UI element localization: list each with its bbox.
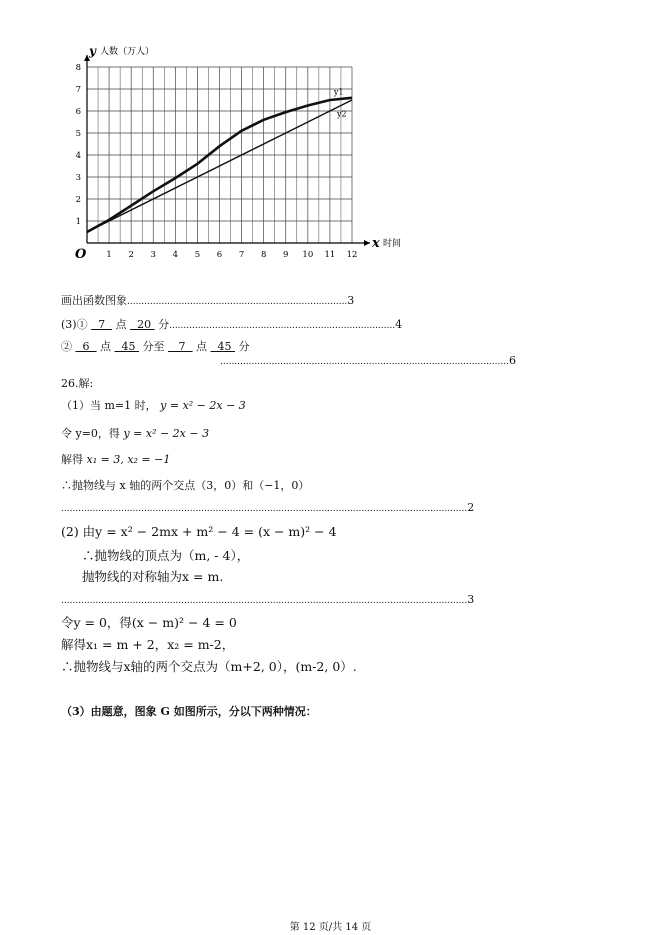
y-tick-label: 7 [75,85,81,95]
dot-leader: ............................................................................... [169,321,396,331]
x-tick-label: 11 [324,250,336,260]
draw-graph-score: 3 [347,294,355,307]
x-axis-variable: x [372,236,380,251]
answer-minute-1: 45 [121,340,136,353]
answer-hour: 7 [98,318,106,331]
draw-graph-text: 画出函数图象 [61,294,127,307]
y-axis-variable: y [89,44,96,58]
answer-minute-2: 45 [217,340,232,353]
q26-line2 [61,425,209,441]
x-tick-label: 10 [302,250,314,260]
y-tick-label: 2 [75,195,81,205]
x-tick-label: 7 [238,250,245,260]
y-axis-label: 人数（万人） [100,47,155,57]
page-footer: 第 12 页/共 14 页 [289,922,372,933]
x-tick-label: 12 [346,250,358,260]
q26-p2-line1: (2) 由y = x² − 2mx + m² − 4 = (x − m)² − 4 [61,524,337,539]
x-tick-label: 8 [260,250,267,260]
q26-score1-line [61,501,474,514]
y-tick-label: 3 [75,173,81,183]
part3-2-prefix: ② [61,340,72,353]
q26-line1-eq: y = x² − 2x − 3 [160,399,246,412]
q26-part3: （3）由题意，图象 G 如图所示，分以下两种情况： [61,705,317,718]
part3-2-score: 6 [508,354,516,367]
q26-title: 26.解: [61,377,94,390]
y-tick-label: 1 [75,217,81,227]
unit-hour: 点 [115,318,127,331]
q26-line1 [61,397,246,413]
part3-1-score: 4 [395,318,403,331]
q26-score2-line [61,593,474,606]
unit-text: 分 [238,340,250,353]
series-label-y1: y1 [333,87,344,97]
part3-2-line [61,338,250,354]
x-tick-label: 6 [216,250,223,260]
q26-p2-line2: ∴抛物线的顶点为（m, - 4）， [82,548,250,563]
x-tick-label: 2 [128,250,134,260]
part3-1-line [61,316,402,332]
q26-line3-eq: x₁ = 3, x₂ = −1 [86,453,171,466]
q26-line3-text: 解得 [61,453,83,466]
q26-score1: 2 [467,501,475,514]
q26-line2-text: 令 y=0，得 [61,427,120,440]
dot-leader: .............................................................................................................................................. [61,596,468,606]
y-tick-label: 5 [75,129,81,139]
dot-leader: ..................................................................................................... [220,357,509,367]
part3-2-leader [220,354,516,367]
x-tick-label: 4 [172,250,179,260]
answer-hour-1: 6 [82,340,90,353]
unit-text: 分至 [142,340,165,353]
series-label-y2: y2 [336,109,347,119]
x-tick-label: 1 [106,250,112,260]
part3-1-prefix: (3)① [61,318,88,331]
q26-p2-line6: ∴抛物线与x轴的两个交点为（m+2, 0），(m-2, 0）. [61,659,357,674]
y-tick-label: 8 [75,63,81,73]
q26-p2-line3: 抛物线的对称轴为x = m. [82,569,224,584]
answer-minute: 20 [137,318,152,331]
q26-p2-line5: 解得x₁ = m + 2，x₂ = m-2， [61,637,235,652]
x-axis-arrow [364,240,370,246]
chart-marks [76,63,358,260]
unit-text: 点 [100,340,111,353]
origin-label: O [75,247,87,262]
draw-graph-line [61,292,354,308]
dot-leader: ............................................................................. [127,297,348,307]
x-axis-label: 时间 [383,239,402,249]
unit-text: 点 [196,340,207,353]
y-tick-label: 4 [75,151,81,161]
x-tick-label: 3 [150,250,156,260]
chart-grid [84,55,370,246]
population-chart [60,44,402,270]
q26-line2-eq: y = x² − 2x − 3 [123,427,210,440]
answer-hour-2: 7 [178,340,186,353]
unit-minute: 分 [158,318,170,331]
x-tick-label: 9 [283,250,289,260]
q26-line4: ∴抛物线与 x 轴的两个交点（3，0）和（−1，0） [61,479,310,492]
dot-leader: .............................................................................................................................................. [61,504,468,514]
q26-line1-text: （1）当 m=1 时， [61,399,157,412]
q26-p2-line4: 令y = 0，得(x − m)² − 4 = 0 [61,615,237,630]
q26-score2: 3 [467,593,475,606]
x-tick-label: 5 [194,250,201,260]
y-tick-label: 6 [75,107,81,117]
q26-line3 [61,451,170,467]
